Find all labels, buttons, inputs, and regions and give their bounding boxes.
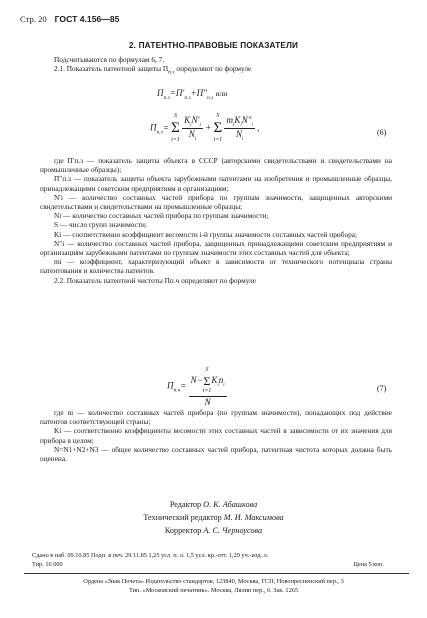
clause-2-1: 2.1. Показатель патентной защиты $П_{п.з}$ определяют по формуле [54, 64, 252, 76]
editor-line: Редактор О. К. Абашкова [169, 500, 258, 509]
definitions-2 [40, 408, 392, 463]
def-item: N=N1+N2+N3 — общее количество составных частей прибора, патентная чистота которых должна быть оценена. [40, 444, 392, 464]
intro-text: Подсчитываются по формулам 6, 7. [54, 55, 165, 64]
def-item: где ni — количество составных частей прибора (по группам значимости), попадающих под действие патентов соответствующей страны; [40, 408, 392, 427]
corrector-line: Корректор А. С. Черноусова [164, 526, 263, 535]
running-head [20, 14, 119, 24]
def-item: N″i — количество составных частей прибора, защищенных принадлежащими советским предприятиям и организациям зарубежными патентами по группам значимости этих составных частей для объекта; [40, 238, 392, 258]
standard-number: ГОСТ 4.156—85 [54, 14, 120, 24]
equation-top: $П_{п.з}=П'_{п.з}+П''_{п.з}$ или [157, 88, 228, 101]
divider [24, 573, 409, 574]
equation-7: $П_{п.ч}=$ N− S Σ i=1 $K_in_i$ N [167, 367, 225, 407]
equation-6: $П_{п.з}=$ S Σ i=1 $\frac{K_iN'_i}{N_i}$ + S Σ i=1 $\frac{m_iK_iN''_i}{N_i}$ , [150, 113, 260, 143]
def-item: Ki — соответственно коэффициент весомости i-й группы значимости составных частей прибора; [54, 229, 358, 239]
def-item: где П′п.з — показатель защиты объекта в СССР (авторскими свидетельствами и свидетельствами на промышленные образцы); [40, 156, 392, 175]
publisher-line: Ордена «Знак Почета» Издательство стандартов, 123840, Москва, ГСП, Новопресненский пер., 3 [83, 578, 344, 585]
def-item: Ki — соответственно коэффициенты весомости этих составных частей в зависимости от их значения для прибора в целом; [40, 426, 392, 445]
def-item: S — число групп значимости; [54, 220, 147, 230]
equation-7-number: (7) [377, 384, 387, 393]
def-item: N′i — количество составных частей прибора по группам значимости, защищенных авторскими свидетельствами и свидетельствами на промышленные образцы; [40, 192, 392, 212]
def-item: П″п.з — показатель защиты объекта зарубежными патентами на изобретения и промышленные образцы, принадлежащими советским предприятиям и организациям; [40, 174, 392, 193]
def-item: mi — коэффициент, характеризующий объект в зависимости от технического потенциала страны патентования и количества патентов. [40, 257, 392, 276]
def-item: Ni — количество составных частей прибора по группам значимости; [54, 211, 269, 221]
imprint-line-1: Сдано в наб. 09.10.85 Подп. в печ. 29.11.85 1,25 усл. п. л. 1,5 усл. кр.-отт. 1,29 уч.-изд. л. [32, 552, 269, 559]
printer-line: Тип. «Московский печатник». Москва, Лялин пер., 6. Зак. 1265 [128, 587, 299, 594]
tech-editor-line: Технический редактор М. И. Максимова [143, 513, 284, 522]
definitions-1 [40, 156, 392, 285]
clause-2-2: 2.2. Показатель патентной чистоты Пп.ч определяют по формуле [54, 275, 256, 285]
imprint-line-2: Тир. 16 000 Цена 5 коп. [32, 561, 384, 568]
page-label: Стр. 20 [20, 14, 47, 24]
equation-6-number: (6) [377, 128, 387, 137]
section-title: 2. ПАТЕНТНО-ПРАВОВЫЕ ПОКАЗАТЕЛИ [128, 41, 299, 50]
